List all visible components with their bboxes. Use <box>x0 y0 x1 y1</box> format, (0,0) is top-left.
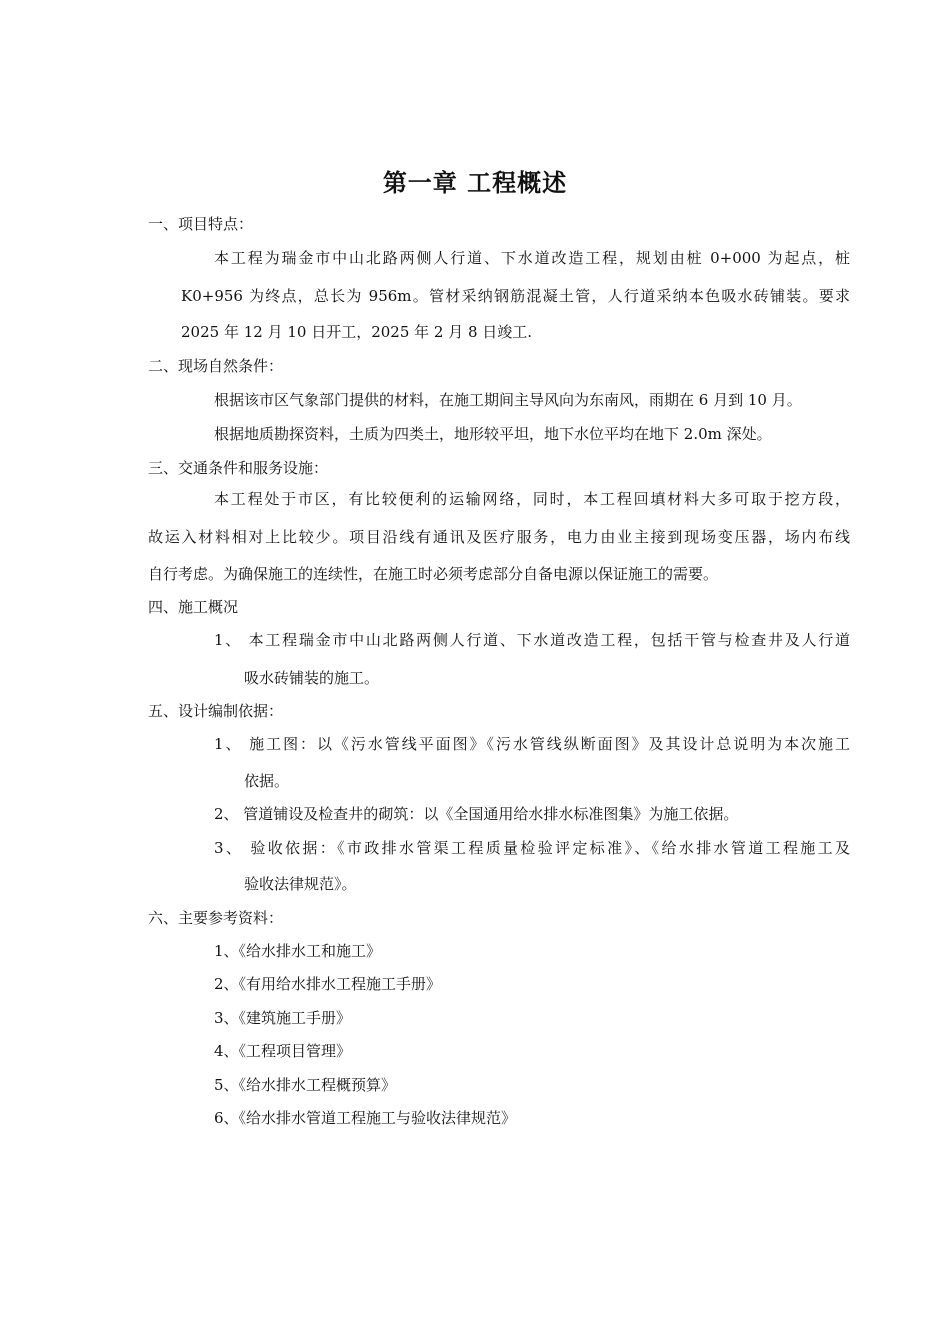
reference-item: 3、《建筑施工手册》 <box>214 1009 352 1027</box>
section-heading-3: 三、交通条件和服务设施： <box>148 459 329 477</box>
paragraph-line: 自行考虑。为确保施工的连续性，在施工时必须考虑部分自备电源以保证施工的需要。 <box>148 565 719 583</box>
paragraph-line: 根据地质勘探资料，土质为四类土，地形较平坦，地下水位平均在地下 2.0m 深处。 <box>214 425 772 443</box>
section-heading-6: 六、主要参考资料： <box>148 909 284 927</box>
paragraph-line: 故运入材料相对上比较少。项目沿线有通讯及医疗服务，电力由业主接到现场变压器，场内布线 <box>148 528 850 546</box>
section-heading-1: 一、项目特点： <box>148 215 254 233</box>
list-item-continuation: 依据。 <box>244 772 290 790</box>
section-heading-4: 四、施工概况 <box>148 598 239 616</box>
section-heading-5: 五、设计编制依据： <box>148 702 284 720</box>
paragraph-line: K0+956 为终点，总长为 956m。管材采纳钢筋混凝土管，人行道采纳本色吸水砖铺装。要求 <box>181 287 850 305</box>
paragraph-line: 根据该市区气象部门提供的材料，在施工期间主导风向为东南风，雨期在 6 月到 10 月。 <box>214 391 802 409</box>
reference-item: 4、《工程项目管理》 <box>214 1042 352 1060</box>
list-item: 3、 验收依据：《市政排水管渠工程质量检验评定标准》、《给水排水管道工程施工及 <box>214 839 850 857</box>
list-item: 1、 施工图：以《污水管线平面图》《污水管线纵断面图》及其设计总说明为本次施工 <box>214 735 850 753</box>
reference-item: 1、《给水排水工和施工》 <box>214 942 382 960</box>
list-item-continuation: 吸水砖铺装的施工。 <box>244 669 380 687</box>
list-item: 2、 管道铺设及检查井的砌筑：以《全国通用给水排水标准图集》为施工依据。 <box>214 805 739 823</box>
reference-item: 6、《给水排水管道工程施工与验收法律规范》 <box>214 1109 517 1127</box>
paragraph-line: 2025 年 12 月 10 日开工，2025 年 2 月 8 日竣工. <box>181 323 533 341</box>
chapter-title: 第一章 工程概述 <box>382 169 568 197</box>
list-item-continuation: 验收法律规范》。 <box>244 875 357 893</box>
reference-item: 2、《有用给水排水工程施工手册》 <box>214 975 442 993</box>
list-item: 1、 本工程瑞金市中山北路两侧人行道、下水道改造工程，包括干管与检查井及人行道 <box>214 631 850 649</box>
paragraph-line: 本工程处于市区，有比较便利的运输网络，同时，本工程回填材料大多可取于挖方段， <box>214 490 850 508</box>
reference-item: 5、《给水排水工程概预算》 <box>214 1076 397 1094</box>
section-heading-2: 二、现场自然条件： <box>148 357 284 375</box>
paragraph-line: 本工程为瑞金市中山北路两侧人行道、下水道改造工程，规划由桩 0+000 为起点，桩 <box>214 249 850 267</box>
